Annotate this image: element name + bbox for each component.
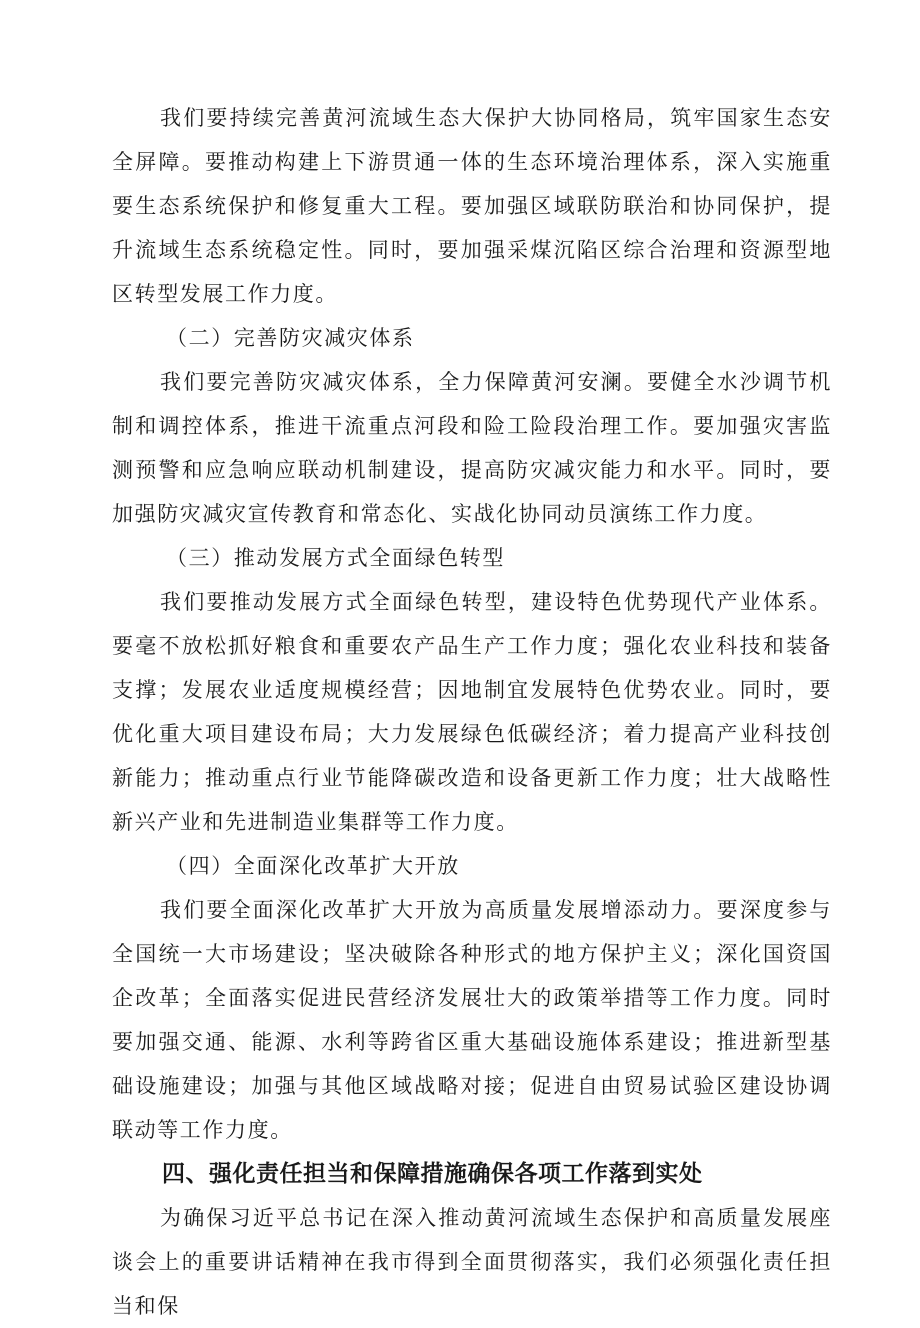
- paragraph-responsibility: 为确保习近平总书记在深入推动黄河流域生态保护和高质量发展座谈会上的重要讲话精神在我市得到全面贯彻落实，我们必须强化责任担当和保: [112, 1206, 832, 1318]
- subheading-3: （三）推动发展方式全面绿色转型: [166, 546, 505, 570]
- paragraph-disaster-prevention: 我们要完善防灾减灾体系，全力保障黄河安澜。要健全水沙调节机制和调控体系，推进干流重点河段和险工险段治理工作。要加强灾害监测预警和应急响应联动机制建设，提高防灾减灾能力和水平。同时，要加强防灾减灾宣传教育和常态化、实战化协同动员演练工作力度。: [112, 370, 832, 526]
- paragraph-reform-opening: 我们要全面深化改革扩大开放为高质量发展增添动力。要深度参与全国统一大市场建设；坚决破除各种形式的地方保护主义；深化国资国企改革；全面落实促进民营经济发展壮大的政策举措等工作力度。同时要加强交通、能源、水利等跨省区重大基础设施体系建设；推进新型基础设施建设；加强与其他区域战略对接；促进自由贸易试验区建设协调联动等工作力度。: [112, 898, 832, 1142]
- paragraph-green-transition: 我们要推动发展方式全面绿色转型，建设特色优势现代产业体系。要毫不放松抓好粮食和重要农产品生产工作力度；强化农业科技和装备支撑；发展农业适度规模经营；因地制宜发展特色优势农业。同时，要优化重大项目建设布局；大力发展绿色低碳经济；着力提高产业科技创新能力；推动重点行业节能降碳改造和设备更新工作力度；壮大战略性新兴产业和先进制造业集群等工作力度。: [112, 590, 832, 834]
- paragraph-ecological-protection: 我们要持续完善黄河流域生态大保护大协同格局，筑牢国家生态安全屏障。要推动构建上下游贯通一体的生态环境治理体系，深入实施重要生态系统保护和修复重大工程。要加强区域联防联治和协同保护，提升流域生态系统稳定性。同时，要加强采煤沉陷区综合治理和资源型地区转型发展工作力度。: [112, 106, 832, 306]
- document-body: [112, 96, 832, 1328]
- subheading-2: （二）完善防灾减灾体系: [166, 326, 415, 350]
- section-heading-4: 四、强化责任担当和保障措施确保各项工作落到实处: [162, 1161, 703, 1187]
- subheading-4: （四）全面深化改革扩大开放: [166, 854, 460, 878]
